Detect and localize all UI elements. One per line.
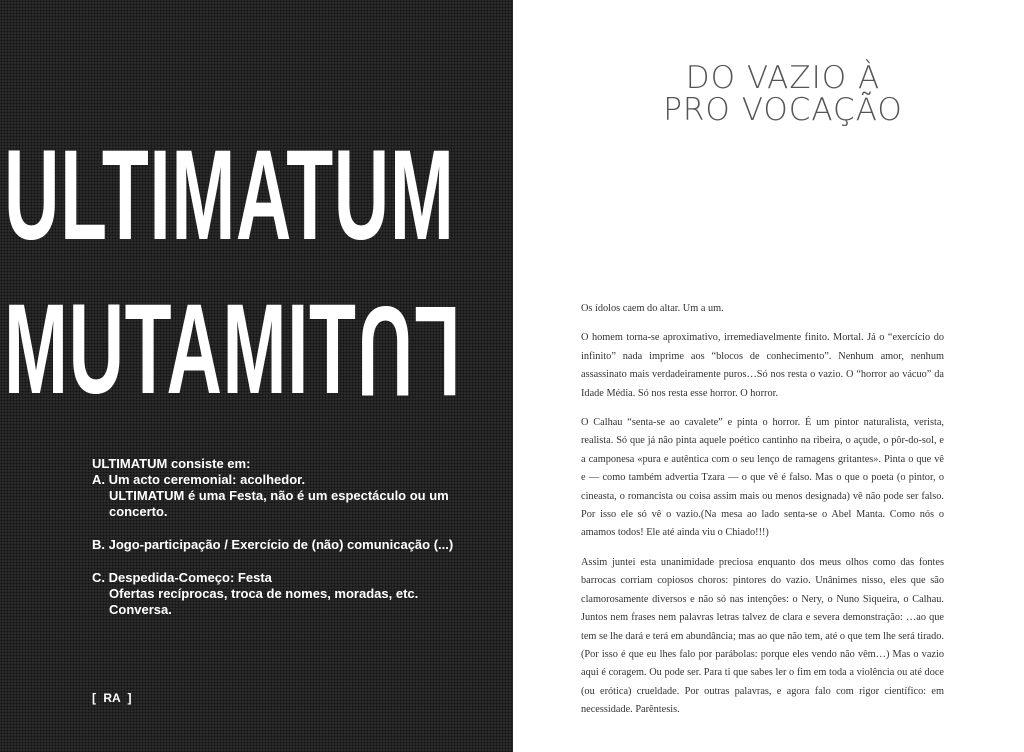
info-item-b-title: B. Jogo-participação / Exercício de (não) comunicação (...)	[92, 537, 454, 552]
headline-mirrored-text	[4, 278, 509, 422]
info-item-c-title: C. Despedida-Começo: Festa	[92, 570, 272, 585]
info-heading: ULTIMATUM consiste em:	[92, 456, 251, 471]
article-title-line-1: DO VAZIO À	[685, 60, 881, 96]
headline-ultimatum-text: ULTIMATUM	[4, 124, 455, 267]
right-page	[513, 0, 1024, 752]
info-item-c-desc-1: Ofertas recíprocas, troca de nomes, moradas, etc.	[109, 586, 419, 601]
headline-mirrored-letters: LU	[356, 279, 461, 422]
article-title-line-2: PRO VOCAÇÃO	[663, 92, 903, 128]
paragraph-4: Assim juntei esta unanimidade preciosa enquanto dos meus olhos como das fontes barrocas corriam copiosos choros: pintores do vazio. Unânimes nisso, eles que são clamorosamente diversos e não só nas intenções: o Nery, o Nuno Siqueira, o Calhau. Juntos nem frases nem palavras letras talvez de clara e severa demonstração: …ao que tem se lhe dará e terá em abundância; mas ao que não tem, até o que tem lhe será tirado. (Por isso é que eu lhes falo por parábolas: porque eles vendo não vêm…) Mas o vazio aqui é coragem. Ou pode ser. Para ti que sabes ler o fim em toda a violência ou até doce (ou erótica) crueldade. Por outras palavras, e agora falo com rigor científico: em necessidade. Parêntesis.	[581, 556, 944, 716]
article-title	[553, 62, 1013, 126]
article-body	[581, 300, 944, 731]
paragraph-2: O homem torna-se aproximativo, irremediavelmente finito. Mortal. Já o “exercício do infinito” nada imprime aos “blocos de conhecimento”. Nenhum amor, nenhum assassinato mais verdadeiramente puros…Só nos resta o vazio. O “horror ao vácuo” da Idade Média. Só nos resta esse horror. O horror.	[581, 332, 944, 399]
headline-ultimatum	[4, 124, 455, 267]
headline-mirrored-prefix: MUTAMIT	[4, 278, 357, 421]
headline-mirrored	[4, 278, 461, 422]
paragraph-1: Os ídolos caem do altar. Um a um.	[581, 303, 724, 314]
info-item-a-desc: ULTIMATUM é uma Festa, não é um espectáculo ou um concerto.	[109, 488, 449, 519]
paragraph-3: O Calhau “senta-se ao cavalete” e pinta o horror. É um pintor naturalista, verista, realista. Só que já não pinta aquele poético cantinho na ribeira, o açude, o pôr-do-sol, e a camponesa «pura e autêntica com o seu lenço de ramagens gritantes». Pinta o que vê e — como também advertia Tzara — o que vê é falso. Mas o que o poeta (o pintor, o cineasta, o romancista ou coisa assim mais ou menos designada) vê não pode ser falso. Por isso ele só vê o vazio.(Na mesa ao lado senta-se o Abel Manta. Como nós o amamos todos! Ele até ainda viu o Chiado!!!)	[581, 417, 944, 539]
info-item-a-title: A. Um acto ceremonial: acolhedor.	[92, 472, 306, 487]
info-item-c-desc-2: Conversa.	[109, 602, 172, 617]
ultimatum-description	[92, 456, 502, 618]
page-folio: [ RA ]	[92, 691, 132, 705]
